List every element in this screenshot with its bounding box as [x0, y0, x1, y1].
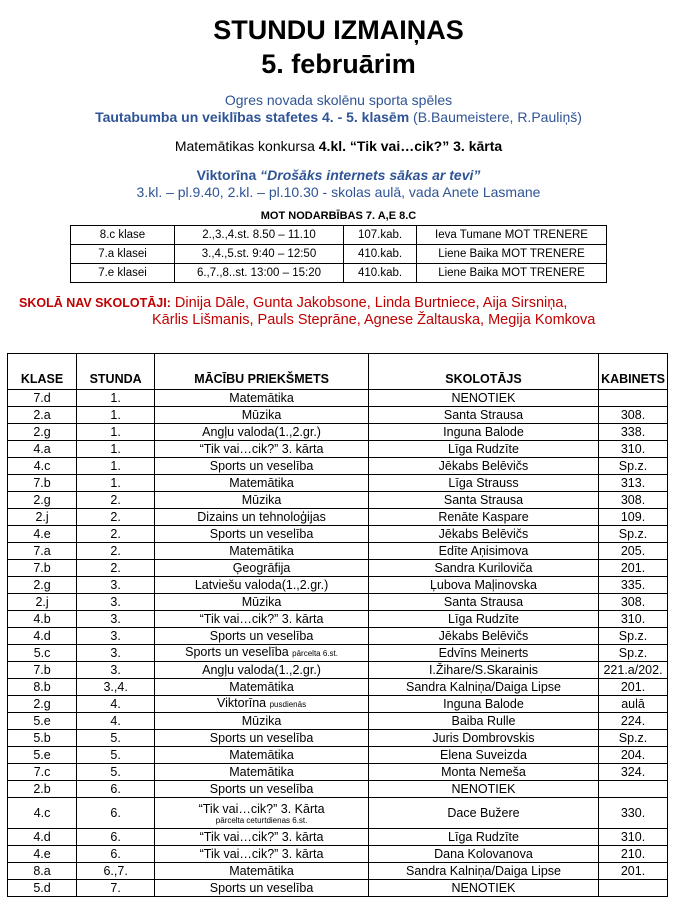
page-date: 5. februārim	[261, 49, 416, 79]
table-row	[8, 645, 668, 662]
mot-row	[71, 245, 607, 264]
teacher-cell: Edvīns Meinerts	[368, 645, 598, 662]
room-cell: 308.	[599, 492, 668, 509]
mot-room: 107.kab.	[344, 226, 417, 245]
subject-text: Sports un veselība	[209, 730, 314, 745]
room-cell: 109.	[599, 509, 668, 526]
teacher-cell: I.Žihare/S.Skarainis	[368, 662, 598, 679]
class-cell: 5.e	[8, 713, 77, 730]
lesson-cell: 3.	[77, 645, 155, 662]
table-row	[8, 526, 668, 543]
subject-text: Matemātika	[229, 747, 294, 762]
subject-cell	[155, 829, 369, 846]
subject-text: Mūzika	[241, 713, 282, 728]
col-header-subject: MĀCĪBU PRIEKŠMETS	[155, 354, 369, 390]
room-cell: 310.	[599, 829, 668, 846]
subject-text: Latviešu valoda(1.,2.gr.)	[194, 577, 329, 592]
subject-text: Matemātika	[229, 543, 294, 558]
class-cell: 4.b	[8, 611, 77, 628]
lesson-cell: 5.	[77, 764, 155, 781]
mot-trainer: Liene Baika MOT TRENERE	[417, 264, 607, 283]
room-cell: Sp.z.	[599, 628, 668, 645]
class-cell: 2.g	[8, 577, 77, 594]
room-cell: 324.	[599, 764, 668, 781]
sports-event-detail	[0, 109, 677, 126]
class-cell: 4.c	[8, 458, 77, 475]
lesson-cell: 2.	[77, 560, 155, 577]
subject-text: Dizains un tehnoloģijas	[197, 509, 326, 524]
teacher-cell: Ļubova Maļinovska	[368, 577, 598, 594]
subject-text: Angļu valoda(1.,2.gr.)	[202, 424, 321, 439]
class-cell: 4.e	[8, 526, 77, 543]
teacher-cell: Santa Strausa	[368, 407, 598, 424]
lesson-cell: 6.,7.	[77, 863, 155, 880]
subject-text: Sports un veselība	[209, 526, 314, 541]
room-cell: 210.	[599, 846, 668, 863]
subject-cell	[155, 880, 369, 897]
subject-text: Matemātika	[229, 679, 294, 694]
class-cell: 7.d	[8, 390, 77, 407]
subject-cell	[155, 781, 369, 798]
room-cell: Sp.z.	[599, 730, 668, 747]
subject-cell	[155, 441, 369, 458]
subject-cell	[155, 747, 369, 764]
schedule-header-row	[8, 354, 668, 390]
subject-text: Mūzika	[241, 594, 282, 609]
teacher-cell: Līga Rudzīte	[368, 611, 598, 628]
class-cell: 4.d	[8, 829, 77, 846]
room-cell: 313.	[599, 475, 668, 492]
subject-cell	[155, 696, 369, 713]
subject-text: Sports un veselība	[209, 880, 314, 895]
teacher-cell: Līga Rudzīte	[368, 829, 598, 846]
teacher-cell: Dana Kolovanova	[368, 846, 598, 863]
subject-note: pārcelta 6.st.	[292, 649, 338, 658]
class-cell: 7.b	[8, 475, 77, 492]
teacher-cell: NENOTIEK	[368, 880, 598, 897]
sports-event-teachers: (B.Baumeistere, R.Pauliņš)	[409, 109, 582, 125]
class-cell: 5.c	[8, 645, 77, 662]
subject-text: Mūzika	[241, 407, 282, 422]
subject-text: “Tik vai…cik?” 3. kārta	[199, 846, 324, 861]
table-row	[8, 424, 668, 441]
subject-cell	[155, 492, 369, 509]
room-cell: 310.	[599, 611, 668, 628]
table-row	[8, 390, 668, 407]
subject-cell	[155, 846, 369, 863]
table-row	[8, 441, 668, 458]
class-cell: 4.a	[8, 441, 77, 458]
class-cell: 8.a	[8, 863, 77, 880]
sports-event-title: Tautabumba un veiklības stafetes 4. - 5. klasēm	[95, 109, 410, 125]
mot-trainer: Ieva Tumane MOT TRENERE	[417, 226, 607, 245]
subject-text: Matemātika	[229, 390, 294, 405]
subject-text: “Tik vai…cik?” 3. kārta	[199, 441, 324, 456]
absent-label: SKOLĀ NAV SKOLOTĀJI:	[19, 296, 171, 310]
subject-text: Ģeogrāfija	[232, 560, 291, 575]
class-cell: 2.g	[8, 492, 77, 509]
teacher-cell: Monta Nemeša	[368, 764, 598, 781]
table-row	[8, 509, 668, 526]
subject-text: Matemātika	[229, 475, 294, 490]
lesson-cell: 6.	[77, 846, 155, 863]
lesson-cell: 2.	[77, 492, 155, 509]
subject-text: “Tik vai…cik?” 3. kārta	[199, 829, 324, 844]
subject-cell	[155, 730, 369, 747]
table-row	[8, 407, 668, 424]
table-row	[8, 747, 668, 764]
subject-text: Angļu valoda(1.,2.gr.)	[202, 662, 321, 677]
lesson-cell: 2.	[77, 526, 155, 543]
subject-text: Matemātika	[229, 863, 294, 878]
subject-cell	[155, 475, 369, 492]
quiz-title: “Drošāks internets sākas ar tevi”	[260, 167, 481, 183]
subject-cell	[155, 424, 369, 441]
schedule-table	[7, 353, 668, 897]
subject-cell	[155, 509, 369, 526]
table-row	[8, 829, 668, 846]
teacher-cell: Sandra Kalniņa/Daiga Lipse	[368, 863, 598, 880]
table-row	[8, 764, 668, 781]
lesson-cell: 2.	[77, 543, 155, 560]
subject-text: Viktorīna	[217, 696, 267, 710]
table-row	[8, 594, 668, 611]
room-cell: 335.	[599, 577, 668, 594]
col-header-lesson: STUNDA	[77, 354, 155, 390]
math-contest-prefix: Matemātikas konkursa	[174, 138, 319, 154]
subject-cell	[155, 526, 369, 543]
col-header-teacher: SKOLOTĀJS	[368, 354, 598, 390]
class-cell: 2.a	[8, 407, 77, 424]
col-header-class: KLASE	[8, 354, 77, 390]
room-cell: 204.	[599, 747, 668, 764]
subject-cell	[155, 543, 369, 560]
room-cell: 205.	[599, 543, 668, 560]
room-cell: Sp.z.	[599, 526, 668, 543]
table-row	[8, 713, 668, 730]
mot-class: 7.a klasei	[71, 245, 175, 264]
subject-cell	[155, 611, 369, 628]
subject-cell	[155, 713, 369, 730]
table-row	[8, 475, 668, 492]
room-cell	[599, 390, 668, 407]
table-row	[8, 846, 668, 863]
room-cell: 201.	[599, 560, 668, 577]
mot-class: 7.e klasei	[71, 264, 175, 283]
room-cell: 221.a/202.	[599, 662, 668, 679]
table-row	[8, 662, 668, 679]
room-cell: Sp.z.	[599, 645, 668, 662]
subject-text: Sports un veselība	[209, 458, 314, 473]
quiz-label: Viktorīna	[196, 167, 261, 183]
lesson-cell: 4.	[77, 713, 155, 730]
room-cell: 330.	[599, 798, 668, 829]
subject-cell	[155, 764, 369, 781]
subject-cell	[155, 560, 369, 577]
table-row	[8, 560, 668, 577]
subject-text: Sports un veselība	[185, 645, 289, 659]
mot-time: 3.,4.,5.st. 9:40 – 12:50	[175, 245, 344, 264]
table-row	[8, 880, 668, 897]
col-header-room: KABINETS	[599, 354, 668, 390]
room-cell	[599, 781, 668, 798]
mot-room: 410.kab.	[344, 245, 417, 264]
class-cell: 4.e	[8, 846, 77, 863]
room-cell: Sp.z.	[599, 458, 668, 475]
subject-text: “Tik vai…cik?” 3. kārta	[199, 611, 324, 626]
class-cell: 4.c	[8, 798, 77, 829]
mot-table	[70, 225, 607, 283]
room-cell: 224.	[599, 713, 668, 730]
mot-time: 6.,7.,8..st. 13:00 – 15:20	[175, 264, 344, 283]
teacher-cell: Līga Strauss	[368, 475, 598, 492]
teacher-cell: Jēkabs Belēvičs	[368, 458, 598, 475]
absent-teachers	[19, 295, 677, 329]
table-row	[8, 781, 668, 798]
subject-note: pārcelta ceturtdienas 6.st.	[215, 815, 308, 825]
class-cell: 2.g	[8, 696, 77, 713]
subject-cell	[155, 407, 369, 424]
table-row	[8, 863, 668, 880]
lesson-cell: 3.,4.	[77, 679, 155, 696]
lesson-cell: 2.	[77, 509, 155, 526]
teacher-cell: Santa Strausa	[368, 492, 598, 509]
lesson-cell: 3.	[77, 594, 155, 611]
teacher-cell: Renāte Kaspare	[368, 509, 598, 526]
mot-trainer: Liene Baika MOT TRENERE	[417, 245, 607, 264]
class-cell: 4.d	[8, 628, 77, 645]
lesson-cell: 3.	[77, 611, 155, 628]
quiz-details: 3.kl. – pl.9.40, 2.kl. – pl.10.30 - skolas aulā, vada Anete Lasmane	[136, 184, 541, 200]
lesson-cell: 5.	[77, 730, 155, 747]
absent-list-line1: Dinija Dāle, Gunta Jakobsone, Linda Burtniece, Aija Sirsniņa,	[170, 295, 568, 311]
teacher-cell: Edīte Aņisimova	[368, 543, 598, 560]
teacher-cell: Elena Suveizda	[368, 747, 598, 764]
class-cell: 7.b	[8, 662, 77, 679]
table-row	[8, 577, 668, 594]
table-row	[8, 492, 668, 509]
subject-text: Sports un veselība	[209, 628, 314, 643]
table-row	[8, 798, 668, 829]
lesson-cell: 3.	[77, 662, 155, 679]
mot-row	[71, 264, 607, 283]
subject-text: Matemātika	[229, 764, 294, 779]
subject-cell	[155, 798, 369, 829]
subject-text: Sports un veselība	[209, 781, 314, 796]
subject-cell	[155, 390, 369, 407]
lesson-cell: 1.	[77, 390, 155, 407]
math-contest-line	[0, 138, 677, 155]
teacher-cell: Jēkabs Belēvičs	[368, 628, 598, 645]
mot-room: 410.kab.	[344, 264, 417, 283]
teacher-cell: NENOTIEK	[368, 781, 598, 798]
subject-note: pusdienās	[269, 700, 307, 709]
lesson-cell: 4.	[77, 696, 155, 713]
teacher-cell: Inguna Balode	[368, 696, 598, 713]
subject-cell	[155, 863, 369, 880]
room-cell: 201.	[599, 863, 668, 880]
subject-cell	[155, 628, 369, 645]
room-cell	[599, 880, 668, 897]
table-row	[8, 730, 668, 747]
lesson-cell: 5.	[77, 747, 155, 764]
mot-class: 8.c klase	[71, 226, 175, 245]
lesson-cell: 7.	[77, 880, 155, 897]
class-cell: 2.g	[8, 424, 77, 441]
teacher-cell: Līga Rudzīte	[368, 441, 598, 458]
class-cell: 2.j	[8, 509, 77, 526]
quiz-line	[0, 167, 677, 184]
table-row	[8, 543, 668, 560]
absent-list-line2: Kārlis Lišmanis, Pauls Steprāne, Agnese Žaltauska, Megija Komkova	[152, 312, 596, 328]
teacher-cell: Juris Dombrovskis	[368, 730, 598, 747]
lesson-cell: 3.	[77, 577, 155, 594]
lesson-cell: 6.	[77, 781, 155, 798]
class-cell: 7.b	[8, 560, 77, 577]
lesson-cell: 1.	[77, 424, 155, 441]
teacher-cell: Baiba Rulle	[368, 713, 598, 730]
table-row	[8, 679, 668, 696]
class-cell: 5.b	[8, 730, 77, 747]
mot-time: 2.,3.,4.st. 8.50 – 11.10	[175, 226, 344, 245]
room-cell: 308.	[599, 594, 668, 611]
table-row	[8, 458, 668, 475]
lesson-cell: 1.	[77, 475, 155, 492]
room-cell: 308.	[599, 407, 668, 424]
table-row	[8, 628, 668, 645]
room-cell: 338.	[599, 424, 668, 441]
teacher-cell: NENOTIEK	[368, 390, 598, 407]
subject-text: “Tik vai…cik?” 3. Kārta	[198, 801, 325, 816]
mot-title: MOT NODARBĪBAS 7. A,E 8.C	[260, 210, 417, 222]
teacher-cell: Sandra Kalniņa/Daiga Lipse	[368, 679, 598, 696]
subject-cell	[155, 577, 369, 594]
subject-cell	[155, 645, 369, 662]
sports-event-line: Ogres novada skolēnu sporta spēles	[224, 92, 453, 108]
table-row	[8, 696, 668, 713]
lesson-cell: 1.	[77, 407, 155, 424]
room-cell: 310.	[599, 441, 668, 458]
class-cell: 7.c	[8, 764, 77, 781]
subject-cell	[155, 594, 369, 611]
subject-cell	[155, 458, 369, 475]
lesson-cell: 3.	[77, 628, 155, 645]
class-cell: 8.b	[8, 679, 77, 696]
subject-cell	[155, 662, 369, 679]
room-cell: aulā	[599, 696, 668, 713]
teacher-cell: Santa Strausa	[368, 594, 598, 611]
math-contest-title: 4.kl. “Tik vai…cik?” 3. kārta	[318, 138, 503, 154]
mot-row	[71, 226, 607, 245]
table-row	[8, 611, 668, 628]
teacher-cell: Inguna Balode	[368, 424, 598, 441]
teacher-cell: Dace Bužere	[368, 798, 598, 829]
room-cell: 201.	[599, 679, 668, 696]
lesson-cell: 6.	[77, 829, 155, 846]
teacher-cell: Jēkabs Belēvičs	[368, 526, 598, 543]
class-cell: 5.d	[8, 880, 77, 897]
subject-text: Mūzika	[241, 492, 282, 507]
class-cell: 2.b	[8, 781, 77, 798]
lesson-cell: 6.	[77, 798, 155, 829]
subject-cell	[155, 679, 369, 696]
class-cell: 2.j	[8, 594, 77, 611]
class-cell: 7.a	[8, 543, 77, 560]
lesson-cell: 1.	[77, 458, 155, 475]
teacher-cell: Sandra Kuriloviča	[368, 560, 598, 577]
page-title: STUNDU IZMAIŅAS	[213, 15, 464, 45]
class-cell: 5.e	[8, 747, 77, 764]
lesson-cell: 1.	[77, 441, 155, 458]
